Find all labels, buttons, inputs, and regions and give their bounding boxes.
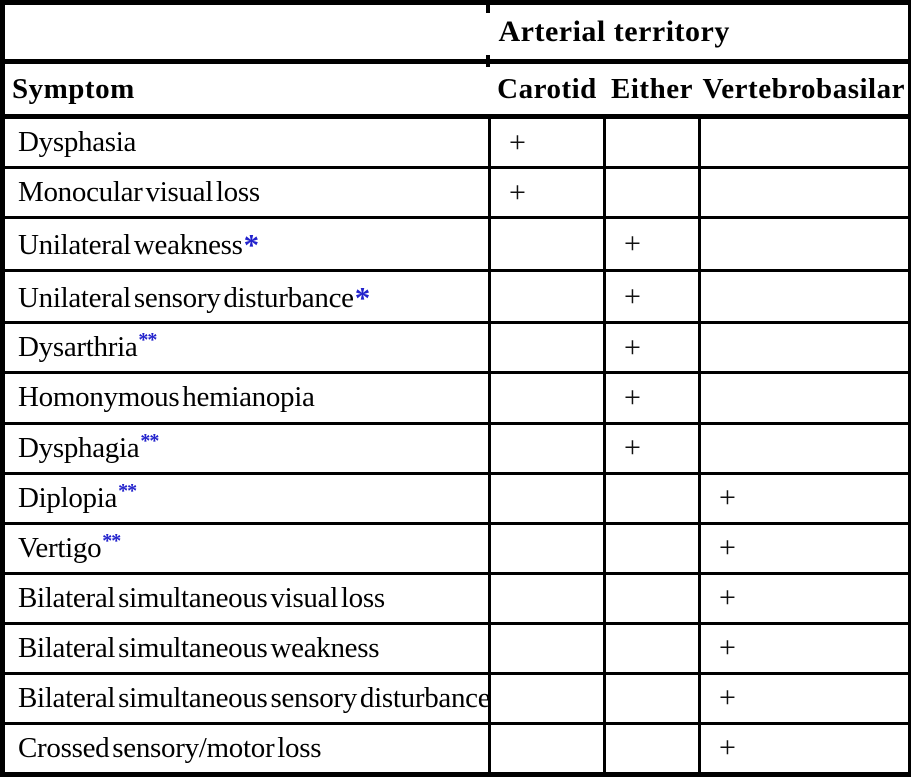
- symptom-label: Unilateral sensory disturbance: [18, 281, 354, 314]
- territory-header-row: [3, 3, 911, 62]
- either-mark-cell: +: [605, 270, 700, 323]
- symptom-cell: [3, 270, 490, 323]
- either-column-header: Either: [605, 62, 700, 117]
- symptom-label: Crossed sensory/motor loss: [18, 731, 322, 764]
- symptom-label: Vertigo: [18, 531, 102, 564]
- arterial-territory-header: Arterial territory: [490, 3, 911, 62]
- symptom-cell: [3, 323, 490, 373]
- vertebrobasilar-mark-cell: +: [700, 473, 911, 523]
- carotid-mark-cell: [490, 323, 605, 373]
- vertebrobasilar-mark-cell: [700, 117, 911, 168]
- symptom-label: Bilateral simultaneous sensory disturbance: [18, 681, 491, 714]
- vertebrobasilar-mark-cell: [700, 218, 911, 271]
- symptom-label: Unilateral weakness: [18, 229, 243, 262]
- symptom-label: Bilateral simultaneous weakness: [18, 631, 380, 664]
- asterisk-marker: **: [118, 479, 137, 502]
- table-header: [3, 3, 911, 117]
- carotid-mark-cell: [490, 373, 605, 423]
- table-row: [3, 218, 911, 271]
- asterisk-marker: **: [140, 429, 159, 452]
- column-divider-stub: [486, 55, 490, 67]
- vertebrobasilar-mark-cell: [700, 423, 911, 473]
- table-row: [3, 168, 911, 218]
- carotid-mark-cell: [490, 673, 605, 723]
- carotid-mark-cell: [490, 573, 605, 623]
- either-mark-cell: [605, 573, 700, 623]
- either-mark-cell: [605, 473, 700, 523]
- carotid-mark-cell: [490, 523, 605, 573]
- symptom-label: Monocular visual loss: [18, 176, 260, 209]
- symptom-cell: [3, 423, 490, 473]
- table-row: [3, 423, 911, 473]
- asterisk-marker: **: [138, 329, 157, 352]
- symptom-cell: [3, 473, 490, 523]
- carotid-mark-cell: [490, 270, 605, 323]
- symptom-column-header: Symptom: [3, 62, 490, 117]
- vertebrobasilar-mark-cell: +: [700, 673, 911, 723]
- column-divider-stub: [486, 4, 490, 13]
- table-row: [3, 323, 911, 373]
- symptom-label: Homonymous hemianopia: [18, 381, 315, 414]
- table-row: [3, 523, 911, 573]
- symptom-cell: [3, 218, 490, 271]
- carotid-mark-cell: [490, 218, 605, 271]
- table-row: [3, 673, 911, 723]
- carotid-mark-cell: [490, 723, 605, 774]
- symptom-cell: [3, 373, 490, 423]
- vertebrobasilar-mark-cell: +: [700, 523, 911, 573]
- symptom-cell: [3, 573, 490, 623]
- vertebrobasilar-mark-cell: [700, 270, 911, 323]
- vertebrobasilar-mark-cell: +: [700, 573, 911, 623]
- table-row: [3, 473, 911, 523]
- symptom-label: Dysphagia: [18, 431, 140, 464]
- carotid-column-header: Carotid: [490, 62, 605, 117]
- symptom-cell: [3, 168, 490, 218]
- vertebrobasilar-mark-cell: [700, 168, 911, 218]
- carotid-mark-cell: +: [490, 168, 605, 218]
- table-row: [3, 623, 911, 673]
- either-mark-cell: [605, 168, 700, 218]
- table-row: [3, 573, 911, 623]
- asterisk-marker: *: [243, 227, 260, 263]
- either-mark-cell: +: [605, 373, 700, 423]
- either-mark-cell: +: [605, 323, 700, 373]
- vertebrobasilar-mark-cell: [700, 373, 911, 423]
- carotid-mark-cell: [490, 623, 605, 673]
- either-mark-cell: [605, 623, 700, 673]
- empty-header-cell: [3, 3, 490, 62]
- either-mark-cell: +: [605, 423, 700, 473]
- either-mark-cell: [605, 523, 700, 573]
- symptom-cell: [3, 673, 490, 723]
- symptom-cell: [3, 623, 490, 673]
- asterisk-marker: *: [354, 279, 371, 315]
- either-mark-cell: +: [605, 218, 700, 271]
- table-row: [3, 373, 911, 423]
- table-row: [3, 117, 911, 168]
- table-body: [3, 117, 911, 775]
- table-row: [3, 270, 911, 323]
- asterisk-marker: **: [102, 529, 121, 552]
- vertebrobasilar-mark-cell: +: [700, 623, 911, 673]
- symptom-label: Dysphasia: [18, 126, 137, 159]
- carotid-mark-cell: +: [490, 117, 605, 168]
- either-mark-cell: [605, 673, 700, 723]
- vertebrobasilar-column-header: Vertebrobasilar: [700, 62, 911, 117]
- either-mark-cell: [605, 117, 700, 168]
- symptom-cell: [3, 523, 490, 573]
- vertebrobasilar-mark-cell: +: [700, 723, 911, 774]
- carotid-mark-cell: [490, 473, 605, 523]
- symptom-cell: [3, 117, 490, 168]
- vertebrobasilar-mark-cell: [700, 323, 911, 373]
- carotid-mark-cell: [490, 423, 605, 473]
- symptom-cell: [3, 723, 490, 774]
- either-mark-cell: [605, 723, 700, 774]
- symptom-label: Diplopia: [18, 481, 118, 514]
- symptom-label: Bilateral simultaneous visual loss: [18, 581, 385, 614]
- symptom-label: Dysarthria: [18, 331, 138, 364]
- table-row: [3, 723, 911, 774]
- column-header-row: [3, 62, 911, 117]
